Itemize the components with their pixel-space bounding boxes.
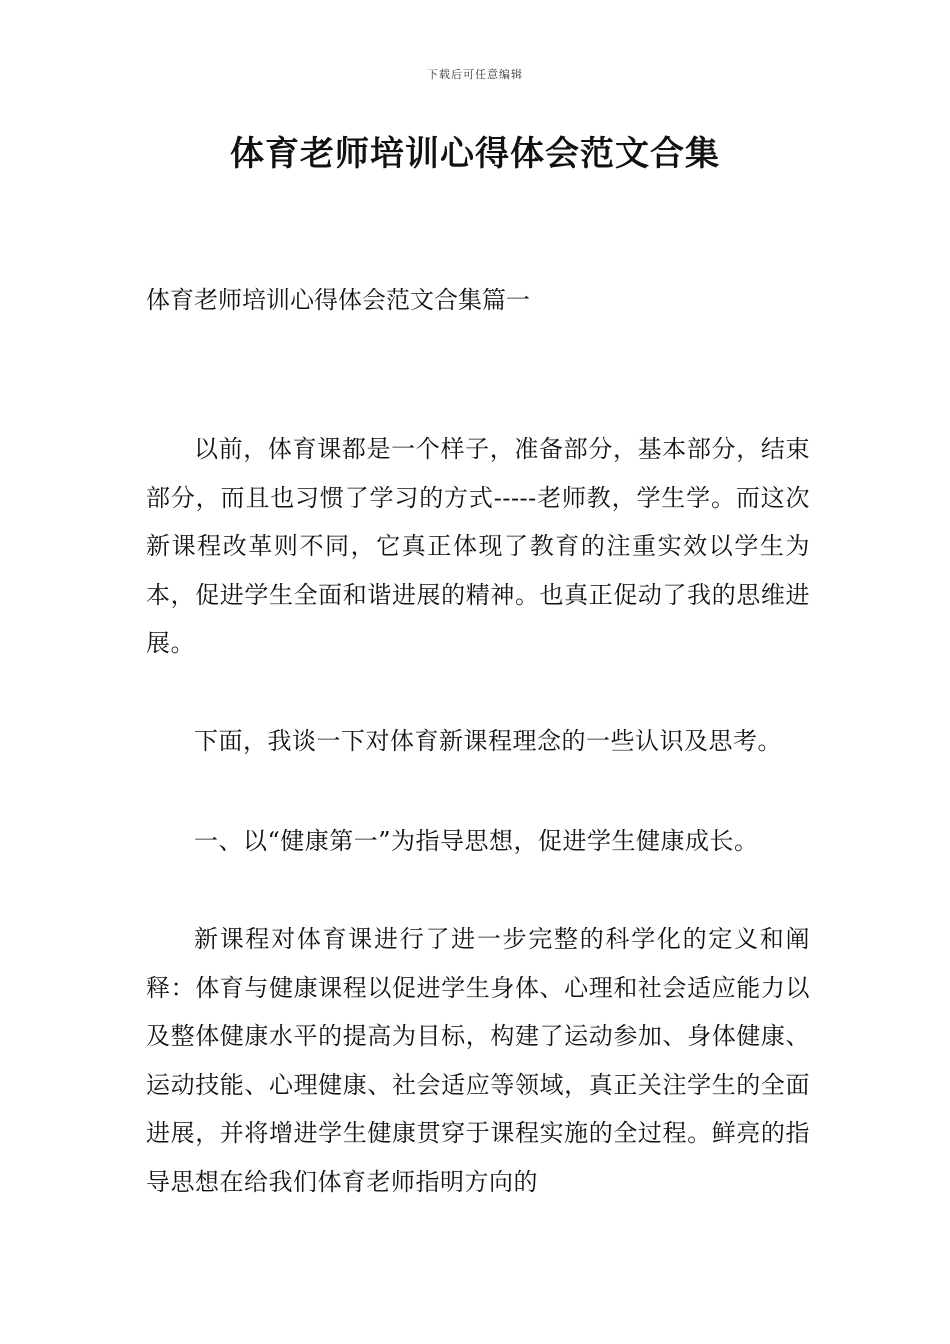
header-note: 下载后可任意编辑 [427, 68, 523, 81]
paragraph-3-block [146, 817, 810, 866]
paragraph: 新课程对体育课进行了进一步完整的科学化的定义和阐释：体育与健康课程以促进学生身体、心理和社会适应能力以及整体健康水平的提高为目标，构建了运动参加、身体健康、运动技能、心理健康、社会适应等领域，真正关注学生的全面进展，并将增进学生健康贯穿于课程实施的全过程。鲜亮的指导思想在给我们体育老师指明方向的 [146, 925, 810, 1196]
document-title: 体育老师培训心得体会范文合集 [230, 134, 720, 174]
paragraph-1-block [146, 425, 810, 668]
section-heading: 体育老师培训心得体会范文合集篇一 [146, 286, 530, 314]
paragraph: 一、以“健康第一”为指导思想，促进学生健康成长。 [194, 827, 759, 855]
paragraph-2-block [146, 717, 810, 766]
paragraph: 下面，我谈一下对体育新课程理念的一些认识及思考。 [194, 727, 782, 755]
paragraph-4-block [146, 915, 810, 1206]
paragraph: 以前，体育课都是一个样子，准备部分，基本部分，结束部分，而且也习惯了学习的方式-----老师教，学生学。而这次新课程改革则不同，它真正体现了教育的注重实效以学生为本，促进学生全面和谐进展的精神。也真正促动了我的思维进展。 [146, 435, 810, 657]
